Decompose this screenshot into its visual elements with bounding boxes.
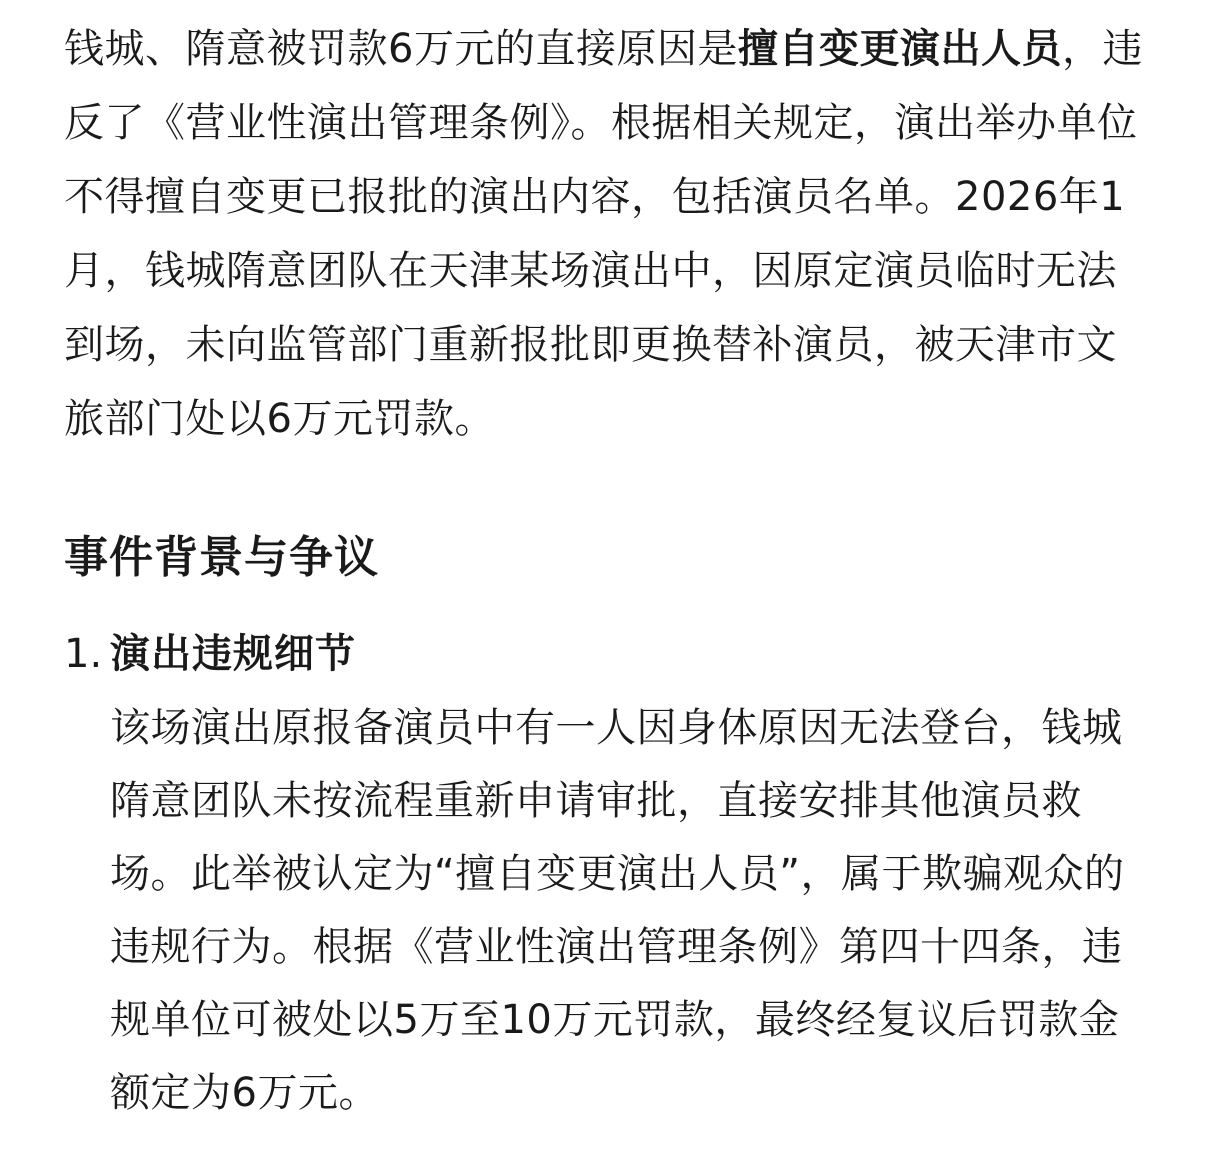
list-item-body: 该场演出原报备演员中有一人因身体原因无法登台，钱城隋意团队未按流程重新申请审批，直接安排其他演员救场。此举被认定为“擅自变更演出人员”，属于欺骗观众的违规行为。根据《营业性演出管理条例》第四十四条，违规单位可被处以5万至10万元罚款，最终经复议后罚款金额定为6万元。	[110, 705, 1125, 1116]
intro-bold-highlight: 擅自变更演出人员	[737, 26, 1062, 72]
intro-text-part2: ，违反了《营业性演出管理条例》。根据相关规定，演出举办单位不得擅自变更已报批的演出内容，包括演员名单。2026年1月，钱城隋意团队在天津某场演出中，因原定演员临时无法到场，未向监管部门重新报批即更换替补演员，被天津市文旅部门处以6万元罚款。	[64, 26, 1143, 442]
intro-paragraph	[64, 12, 1144, 456]
numbered-list	[64, 624, 1156, 1130]
list-item	[64, 624, 1156, 1130]
intro-text-part1: 钱城、隋意被罚款6万元的直接原因是	[64, 26, 738, 72]
list-item-title: 演出违规细节	[110, 631, 356, 677]
list-item-number: 1.	[64, 631, 103, 677]
section-heading: 事件背景与争议	[64, 532, 379, 583]
